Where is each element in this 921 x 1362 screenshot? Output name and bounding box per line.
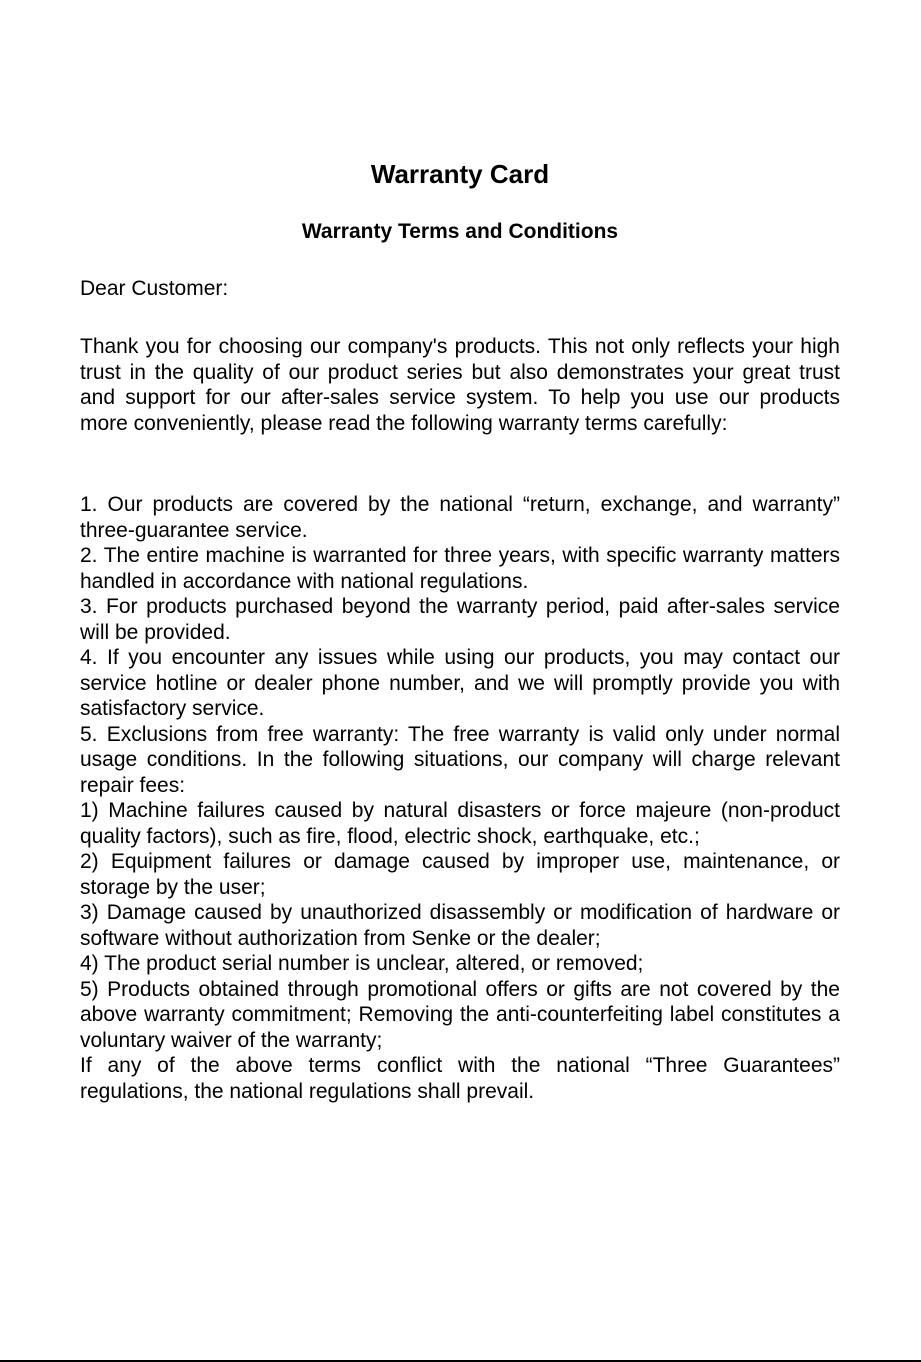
exclusion-4: 4) The product serial number is unclear, altered, or removed; bbox=[80, 952, 644, 975]
exclusion-2: 2) Equipment failures or damage caused by improper use, maintenance, or storage by the user; bbox=[80, 850, 840, 899]
salutation: Dear Customer: bbox=[80, 277, 229, 300]
page-subtitle: Warranty Terms and Conditions bbox=[301, 220, 619, 243]
intro-paragraph: Thank you for choosing our company's products. This not only reflects your high trust in the quality of our product series but also demonstrates your great trust and support for our after-sales service system. To help you use our products more conveniently, please read the following warranty terms carefully: bbox=[80, 335, 840, 435]
exclusion-3: 3) Damage caused by unauthorized disassembly or modification of hardware or software without authorization from Senke or the dealer; bbox=[80, 901, 840, 950]
closing-note: If any of the above terms conflict with the national “Three Guarantees” regulations, the national regulations shall prevail. bbox=[80, 1054, 840, 1103]
page-title: Warranty Card bbox=[370, 159, 550, 189]
terms-list bbox=[80, 492, 840, 1104]
term-2: 2. The entire machine is warranted for three years, with specific warranty matters handled in accordance with national regulations. bbox=[80, 544, 840, 593]
exclusion-1: 1) Machine failures caused by natural disasters or force majeure (non-product quality factors), such as fire, flood, electric shock, earthquake, etc.; bbox=[80, 799, 840, 848]
term-5-exclusions: 5. Exclusions from free warranty: The free warranty is valid only under normal usage conditions. In the following situations, our company will charge relevant repair fees: bbox=[80, 722, 840, 797]
term-1: 1. Our products are covered by the national “return, exchange, and warranty” three-guarantee service. bbox=[80, 493, 840, 542]
term-3: 3. For products purchased beyond the warranty period, paid after-sales service will be provided. bbox=[80, 595, 840, 644]
exclusion-5: 5) Products obtained through promotional offers or gifts are not covered by the above warranty commitment; Removing the anti-counterfeiting label constitutes a voluntary waiver of the warranty; bbox=[80, 977, 840, 1052]
term-4: 4. If you encounter any issues while using our products, you may contact our service hotline or dealer phone number, and we will promptly provide you with satisfactory service. bbox=[80, 646, 840, 720]
